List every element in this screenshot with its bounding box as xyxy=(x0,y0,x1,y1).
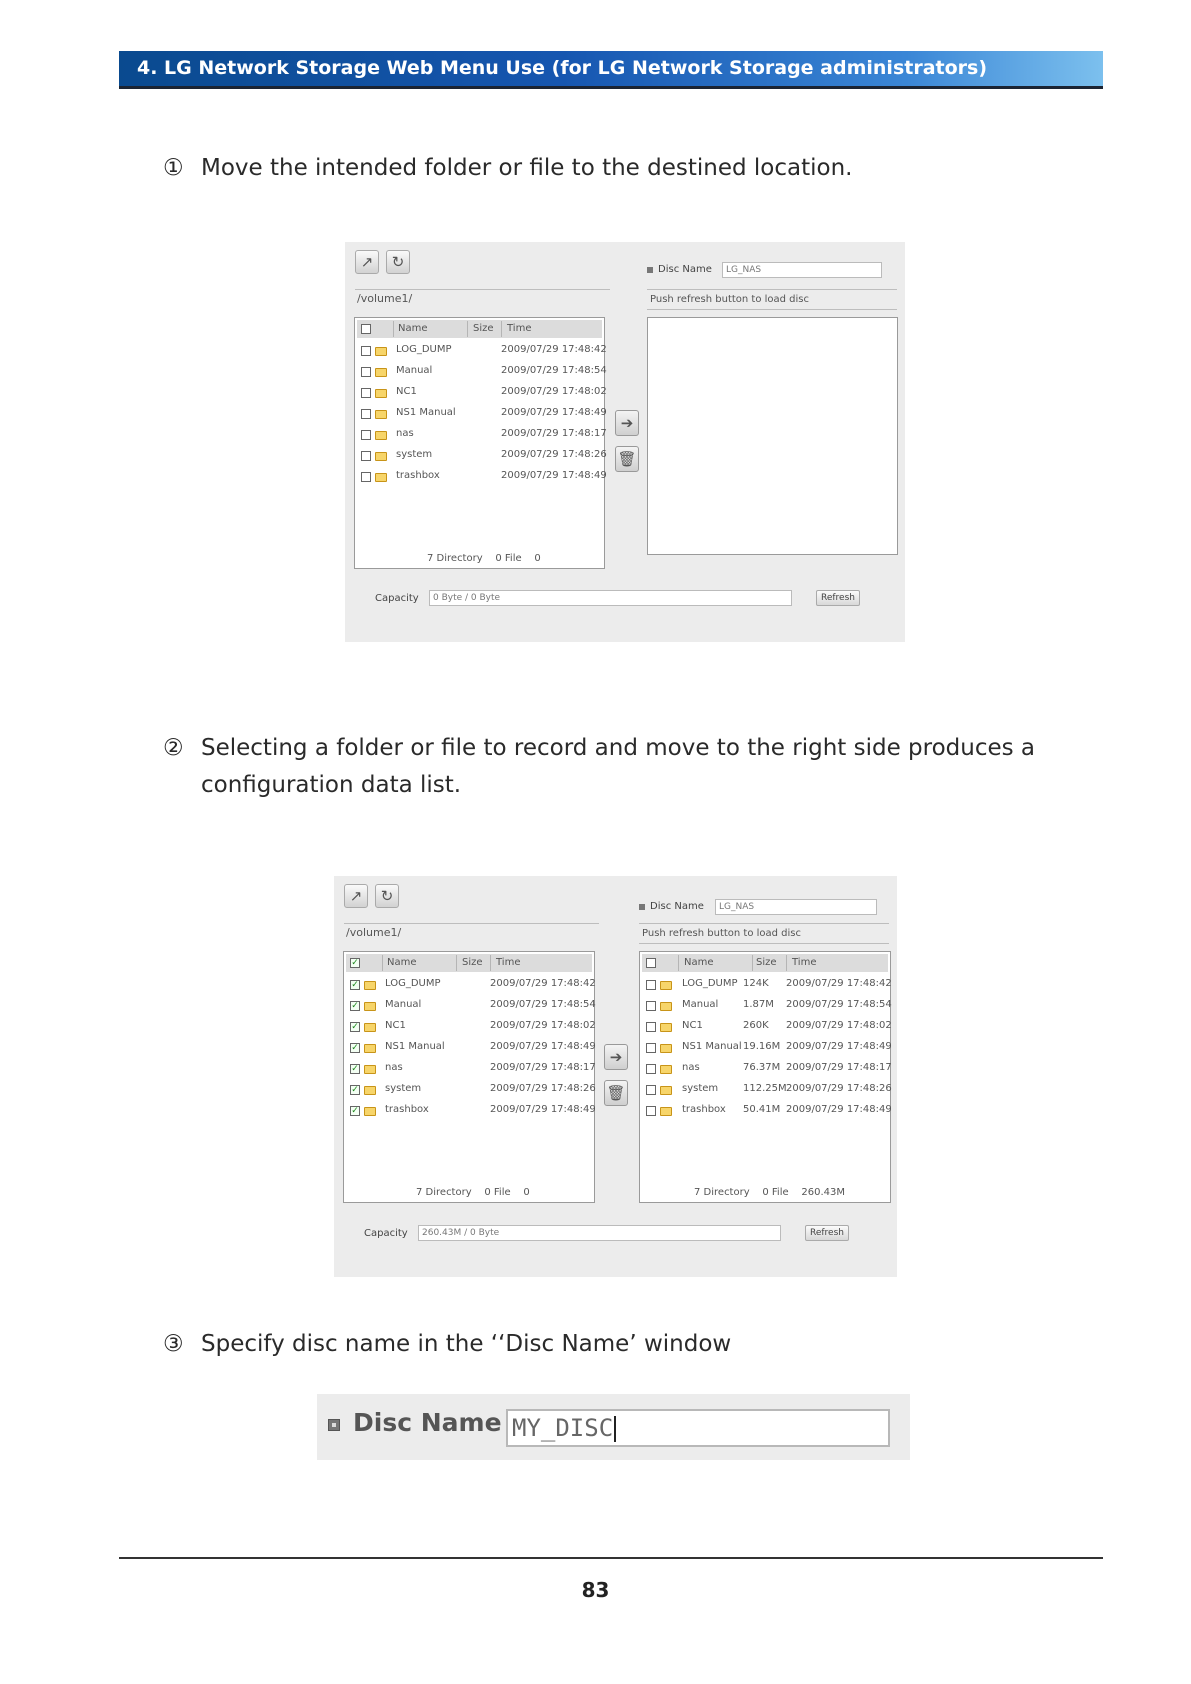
column-name[interactable]: Name xyxy=(398,323,428,334)
capacity-field: 0 Byte / 0 Byte xyxy=(429,590,792,606)
folder-icon xyxy=(375,431,387,440)
row-checkbox[interactable] xyxy=(361,388,371,398)
file-summary xyxy=(416,1187,530,1198)
row-checkbox[interactable] xyxy=(646,1043,656,1053)
cell-size: 124K xyxy=(743,978,769,989)
row-checkbox[interactable]: ✓ xyxy=(351,1064,359,1074)
disc-name-value: MY_DISC xyxy=(512,1414,614,1442)
disc-name-bullet-icon xyxy=(647,267,653,273)
cell-name[interactable]: NS1 Manual xyxy=(682,1041,742,1052)
table-header xyxy=(346,954,592,972)
cell-name[interactable]: trashbox xyxy=(682,1104,726,1115)
select-all-checkbox[interactable] xyxy=(646,958,656,968)
cell-time: 2009/07/29 17:48:42 xyxy=(501,344,607,355)
trash-icon: 🗑 xyxy=(617,450,637,468)
cell-size: 1.87M xyxy=(743,999,774,1010)
cell-name[interactable]: LOG_DUMP xyxy=(385,978,441,989)
disc-name-input[interactable] xyxy=(506,1409,890,1447)
cell-name[interactable]: nas xyxy=(682,1062,700,1073)
folder-icon xyxy=(660,1044,672,1053)
folder-icon xyxy=(364,1107,376,1116)
disc-summary xyxy=(694,1187,845,1198)
column-size[interactable]: Size xyxy=(756,957,777,968)
disc-name-label: Disc Name xyxy=(650,901,704,912)
row-checkbox[interactable] xyxy=(361,451,371,461)
section-header xyxy=(119,51,1103,89)
folder-icon xyxy=(375,452,387,461)
row-checkbox[interactable] xyxy=(646,1001,656,1011)
disc-name-bullet-icon xyxy=(639,904,645,910)
row-checkbox[interactable]: ✓ xyxy=(351,1085,359,1095)
step-3-text: Specify disc name in the ‘‘Disc Name’ window xyxy=(201,1331,732,1357)
cell-time: 2009/07/29 17:48:54 xyxy=(786,999,892,1010)
cell-time: 2009/07/29 17:48:49 xyxy=(490,1104,596,1115)
cell-time: 2009/07/29 17:48:17 xyxy=(490,1062,596,1073)
select-all-checkbox[interactable] xyxy=(361,324,371,334)
delete-button[interactable] xyxy=(604,1080,628,1106)
file-count: 0 File xyxy=(762,1187,789,1198)
file-count: 0 File xyxy=(484,1187,511,1198)
folder-icon xyxy=(660,1107,672,1116)
folder-icon xyxy=(375,347,387,356)
folder-icon xyxy=(375,389,387,398)
step-1-number: ① xyxy=(163,155,184,181)
page-number: 83 xyxy=(581,1578,610,1602)
step-3 xyxy=(163,1326,1041,1363)
cell-size: 76.37M xyxy=(743,1062,781,1073)
step-3-number: ③ xyxy=(163,1331,184,1357)
cell-name[interactable]: system xyxy=(396,449,433,460)
cell-time: 2009/07/29 17:48:42 xyxy=(490,978,596,989)
cell-time: 2009/07/29 17:48:02 xyxy=(501,386,607,397)
refresh-icon[interactable]: ↻ xyxy=(386,250,410,274)
step-2-text: Selecting a folder or file to record and move to the right side produces a configuration data list. xyxy=(201,735,1036,798)
row-checkbox[interactable] xyxy=(361,430,371,440)
cell-size: 112.25M xyxy=(743,1083,787,1094)
cell-time: 2009/07/29 17:48:49 xyxy=(786,1041,892,1052)
row-checkbox[interactable] xyxy=(646,1085,656,1095)
folder-icon xyxy=(364,981,376,990)
folder-up-icon[interactable]: ↗ xyxy=(355,250,379,274)
cell-name[interactable]: trashbox xyxy=(396,470,440,481)
column-size[interactable]: Size xyxy=(473,323,494,334)
disc-file-list xyxy=(639,951,891,1203)
capacity-label: Capacity xyxy=(364,1228,408,1239)
refresh-message: Push refresh button to load disc xyxy=(650,294,810,305)
row-checkbox[interactable]: ✓ xyxy=(351,1001,359,1011)
disc-name-input[interactable]: LG_NAS xyxy=(722,262,882,278)
file-browser-screenshot-1 xyxy=(345,242,905,642)
cell-name[interactable]: Manual xyxy=(682,999,719,1010)
cell-name[interactable]: NC1 xyxy=(682,1020,703,1031)
source-file-list xyxy=(354,317,605,569)
cell-name[interactable]: system xyxy=(682,1083,719,1094)
disc-file-list xyxy=(647,317,898,555)
total-size: 0 xyxy=(523,1187,530,1198)
capacity-field: 260.43M / 0 Byte xyxy=(418,1225,781,1241)
cell-size: 50.41M xyxy=(743,1104,781,1115)
row-checkbox[interactable]: ✓ xyxy=(351,980,359,990)
folder-icon xyxy=(364,1086,376,1095)
file-count: 0 File xyxy=(495,553,522,564)
cell-time: 2009/07/29 17:48:26 xyxy=(501,449,607,460)
folder-icon xyxy=(375,473,387,482)
disc-name-label: Disc Name xyxy=(658,264,712,275)
cell-name[interactable]: trashbox xyxy=(385,1104,429,1115)
directory-count: 7 Directory xyxy=(694,1187,750,1198)
footer-rule xyxy=(119,1557,1103,1559)
move-right-button[interactable] xyxy=(615,410,639,436)
refresh-button[interactable] xyxy=(805,1225,849,1241)
section-title: 4. LG Network Storage Web Menu Use (for LG Network Storage administrators) xyxy=(137,57,988,79)
disc-name-bullet-icon xyxy=(328,1419,340,1431)
text-caret xyxy=(614,1416,616,1442)
folder-icon xyxy=(660,1086,672,1095)
column-time[interactable]: Time xyxy=(792,957,817,968)
column-size[interactable]: Size xyxy=(462,957,483,968)
total-size: 260.43M xyxy=(801,1187,845,1198)
step-1-text: Move the intended folder or file to the destined location. xyxy=(201,155,853,181)
cell-size: 260K xyxy=(743,1020,769,1031)
directory-count: 7 Directory xyxy=(427,553,483,564)
cell-name[interactable]: LOG_DUMP xyxy=(682,978,738,989)
file-browser-screenshot-2 xyxy=(334,876,897,1277)
cell-name[interactable]: system xyxy=(385,1083,422,1094)
total-size: 0 xyxy=(534,553,541,564)
cell-name[interactable]: Manual xyxy=(396,365,433,376)
folder-icon xyxy=(660,1065,672,1074)
disc-name-input[interactable]: LG_NAS xyxy=(715,899,877,915)
trash-icon: 🗑 xyxy=(606,1084,626,1102)
row-checkbox[interactable] xyxy=(646,980,656,990)
refresh-message: Push refresh button to load disc xyxy=(642,928,802,939)
folder-icon xyxy=(660,981,672,990)
cell-time: 2009/07/29 17:48:49 xyxy=(490,1041,596,1052)
folder-icon xyxy=(660,1023,672,1032)
cell-time: 2009/07/29 17:48:49 xyxy=(501,470,607,481)
cell-time: 2009/07/29 17:48:54 xyxy=(501,365,607,376)
cell-name[interactable]: nas xyxy=(396,428,414,439)
move-right-button[interactable] xyxy=(604,1044,628,1070)
folder-icon xyxy=(364,1044,376,1053)
directory-count: 7 Directory xyxy=(416,1187,472,1198)
column-time[interactable]: Time xyxy=(496,957,521,968)
step-1 xyxy=(163,150,1041,187)
cell-name[interactable]: NS1 Manual xyxy=(396,407,456,418)
arrow-right-icon: ➔ xyxy=(609,1048,623,1066)
folder-icon xyxy=(660,1002,672,1011)
column-time[interactable]: Time xyxy=(507,323,532,334)
refresh-button-label: Refresh xyxy=(810,1228,844,1238)
current-path: /volume1/ xyxy=(357,292,413,305)
folder-icon xyxy=(364,1065,376,1074)
cell-time: 2009/07/29 17:48:49 xyxy=(786,1104,892,1115)
cell-time: 2009/07/29 17:48:42 xyxy=(786,978,892,989)
cell-time: 2009/07/29 17:48:54 xyxy=(490,999,596,1010)
row-checkbox[interactable]: ✓ xyxy=(351,1043,359,1053)
cell-time: 2009/07/29 17:48:17 xyxy=(786,1062,892,1073)
row-checkbox[interactable] xyxy=(361,472,371,482)
select-all-checkbox[interactable]: ✓ xyxy=(351,958,359,968)
cell-name[interactable]: NC1 xyxy=(385,1020,406,1031)
column-name[interactable]: Name xyxy=(684,957,714,968)
column-name[interactable]: Name xyxy=(387,957,417,968)
cell-time: 2009/07/29 17:48:02 xyxy=(786,1020,892,1031)
cell-name[interactable]: NS1 Manual xyxy=(385,1041,445,1052)
refresh-button-label: Refresh xyxy=(821,593,855,603)
source-file-list xyxy=(343,951,595,1203)
capacity-label: Capacity xyxy=(375,593,419,604)
folder-icon xyxy=(375,410,387,419)
delete-button[interactable] xyxy=(615,446,639,472)
folder-up-icon[interactable]: ↗ xyxy=(344,884,368,908)
refresh-button[interactable] xyxy=(816,590,860,606)
folder-icon xyxy=(364,1002,376,1011)
cell-time: 2009/07/29 17:48:26 xyxy=(786,1083,892,1094)
row-checkbox[interactable] xyxy=(646,1022,656,1032)
row-checkbox[interactable] xyxy=(361,367,371,377)
disc-name-label: Disc Name xyxy=(353,1408,502,1437)
row-checkbox[interactable]: ✓ xyxy=(351,1022,359,1032)
table-header xyxy=(642,954,888,972)
arrow-right-icon: ➔ xyxy=(620,414,634,432)
step-2 xyxy=(163,730,1041,804)
cell-size: 19.16M xyxy=(743,1041,781,1052)
step-2-number: ② xyxy=(163,735,184,761)
disc-name-zoom xyxy=(317,1394,910,1460)
cell-name[interactable]: nas xyxy=(385,1062,403,1073)
table-header xyxy=(357,320,602,338)
folder-icon xyxy=(364,1023,376,1032)
row-checkbox[interactable]: ✓ xyxy=(351,1106,359,1116)
cell-time: 2009/07/29 17:48:26 xyxy=(490,1083,596,1094)
cell-time: 2009/07/29 17:48:49 xyxy=(501,407,607,418)
file-summary xyxy=(427,553,541,564)
row-checkbox[interactable] xyxy=(361,409,371,419)
row-checkbox[interactable] xyxy=(361,346,371,356)
current-path: /volume1/ xyxy=(346,926,402,939)
cell-time: 2009/07/29 17:48:17 xyxy=(501,428,607,439)
refresh-icon[interactable]: ↻ xyxy=(375,884,399,908)
folder-icon xyxy=(375,368,387,377)
cell-time: 2009/07/29 17:48:02 xyxy=(490,1020,596,1031)
cell-name[interactable]: NC1 xyxy=(396,386,417,397)
row-checkbox[interactable] xyxy=(646,1064,656,1074)
cell-name[interactable]: LOG_DUMP xyxy=(396,344,452,355)
cell-name[interactable]: Manual xyxy=(385,999,422,1010)
row-checkbox[interactable] xyxy=(646,1106,656,1116)
